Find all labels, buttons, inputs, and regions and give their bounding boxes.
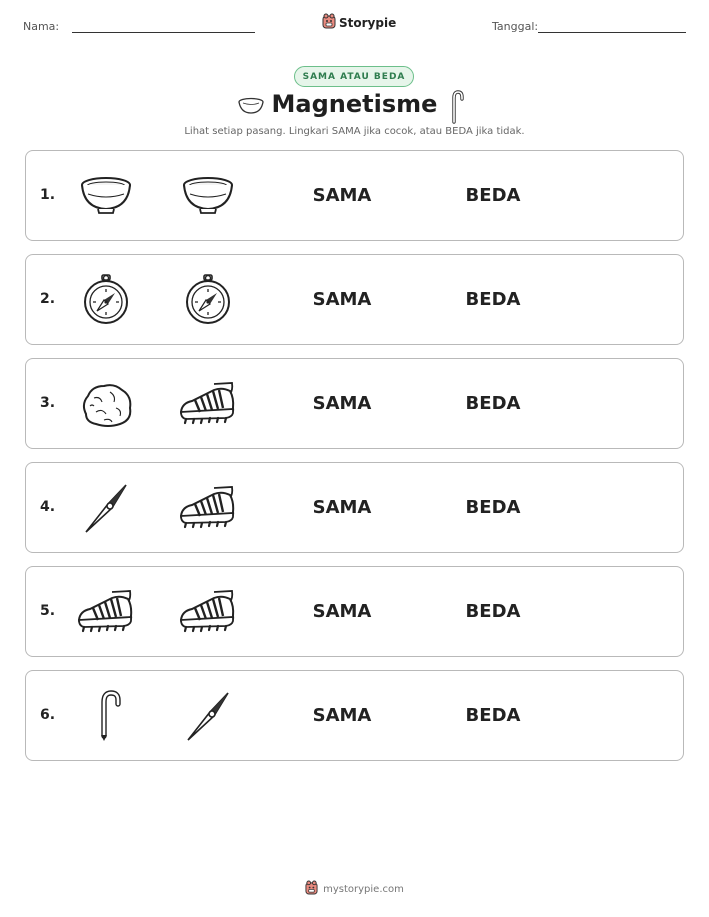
different-option[interactable]: BEDA: [465, 185, 521, 206]
worksheet-type-badge: SAMA ATAU BEDA: [294, 66, 414, 87]
name-label: Nama:: [23, 20, 60, 33]
different-option[interactable]: BEDA: [465, 393, 521, 414]
brand-name: Storypie: [339, 16, 397, 30]
footer-site-link[interactable]: mystorypie.com: [323, 884, 404, 895]
question-card: [25, 462, 684, 553]
different-option[interactable]: BEDA: [465, 289, 521, 310]
different-option[interactable]: BEDA: [465, 497, 521, 518]
same-option[interactable]: SAMA: [312, 497, 372, 518]
storypie-mascot-icon: [305, 880, 318, 899]
same-option[interactable]: SAMA: [312, 185, 372, 206]
question-number: 3.: [40, 395, 56, 411]
question-card: [25, 566, 684, 657]
brand-logo: [322, 13, 396, 33]
bowl-icon: [76, 170, 136, 222]
same-option[interactable]: SAMA: [312, 705, 372, 726]
same-option[interactable]: SAMA: [312, 289, 372, 310]
compass-needle-icon: [76, 482, 136, 534]
title-row: [0, 88, 709, 128]
date-label: Tanggal:: [492, 20, 539, 33]
question-card: [25, 670, 684, 761]
footer: [0, 880, 709, 899]
different-option[interactable]: BEDA: [465, 705, 521, 726]
storypie-mascot-icon: [322, 13, 336, 33]
question-number: 2.: [40, 291, 56, 307]
cleat-shoe-icon: [178, 482, 238, 534]
question-card: [25, 254, 684, 345]
bowl-icon: [178, 170, 238, 222]
name-field-line[interactable]: [72, 32, 255, 33]
cane-icon: [450, 90, 466, 128]
page-title: Magnetisme: [271, 90, 438, 118]
question-card: [25, 358, 684, 449]
question-number: 6.: [40, 707, 56, 723]
cleat-shoe-icon: [178, 586, 238, 638]
rock-icon: [76, 378, 136, 430]
compass-icon: [76, 274, 136, 326]
compass-icon: [178, 274, 238, 326]
cleat-shoe-icon: [178, 378, 238, 430]
question-number: 5.: [40, 603, 56, 619]
date-field-line[interactable]: [538, 32, 686, 33]
cane-icon: [76, 690, 136, 742]
different-option[interactable]: BEDA: [465, 601, 521, 622]
cleat-shoe-icon: [76, 586, 136, 638]
question-number: 1.: [40, 187, 56, 203]
same-option[interactable]: SAMA: [312, 393, 372, 414]
question-number: 4.: [40, 499, 56, 515]
instruction-text: Lihat setiap pasang. Lingkari SAMA jika cocok, atau BEDA jika tidak.: [184, 126, 525, 137]
compass-needle-icon: [178, 690, 238, 742]
same-option[interactable]: SAMA: [312, 601, 372, 622]
question-card: [25, 150, 684, 241]
